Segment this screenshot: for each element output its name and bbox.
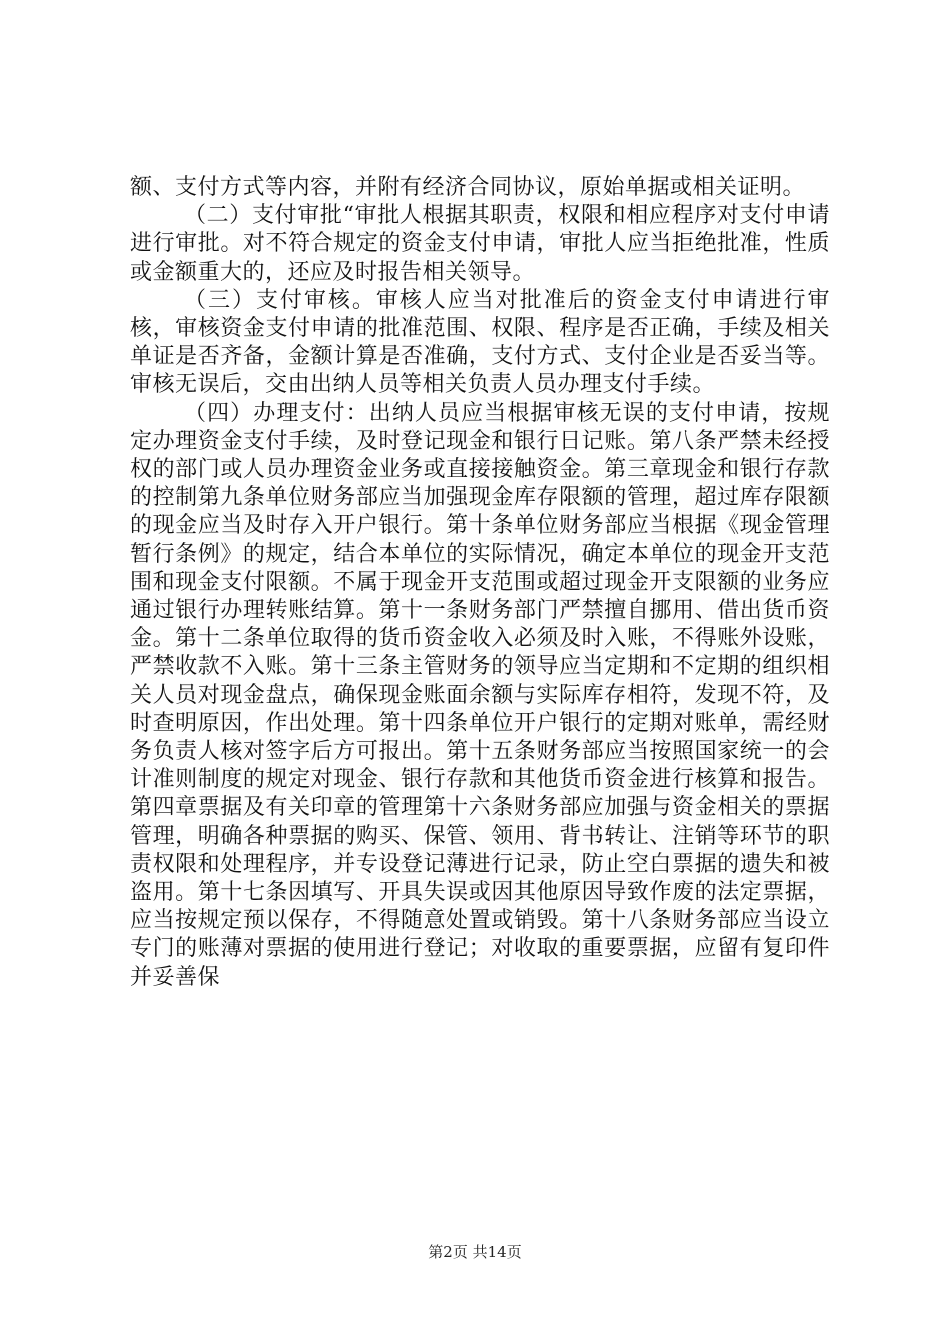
page-number-footer: 第2页 共14页 (428, 1243, 522, 1261)
paragraph-payment-approval: （二）支付审批“审批人根据其职责，权限和相应程序对支付申请进行审批。对不符合规定的资金支付申请，审批人应当拒绝批准，性质或金额重大的，还应及时报告相关领导。 (130, 203, 830, 285)
document-body (130, 174, 830, 992)
paragraph-payment-processing: （四）办理支付：出纳人员应当根据审核无误的支付申请，按规定办理资金支付手续，及时登记现金和银行日记账。第八条严禁未经授权的部门或人员办理资金业务或直接接触资金。第三章现金和银行存款的控制第九条单位财务部应当加强现金库存限额的管理，超过库存限额的现金应当及时存入开户银行。第十条单位财务部应当根据《现金管理暂行条例》的规定，结合本单位的实际情况，确定本单位的现金开支范围和现金支付限额。不属于现金开支范围或超过现金开支限额的业务应通过银行办理转账结算。第十一条财务部门严禁擅自挪用、借出货币资金。第十二条单位取得的货币资金收入必须及时入账，不得账外设账，严禁收款不入账。第十三条主管财务的领导应当定期和不定期的组织相关人员对现金盘点，确保现金账面余额与实际库存相符，发现不符，及时查明原因，作出处理。第十四条单位开户银行的定期对账单，需经财务负责人核对签字后方可报出。第十五条财务部应当按照国家统一的会计准则制度的规定对现金、银行存款和其他货币资金进行核算和报告。第四章票据及有关印章的管理第十六条财务部应加强与资金相关的票据管理，明确各种票据的购买、保管、领用、背书转让、注销等环节的职责权限和处理程序，并专设登记薄进行记录，防止空白票据的遗失和被盗用。第十七条因填写、开具失误或因其他原因导致作废的法定票据，应当按规定预以保存，不得随意处置或销毁。第十八条财务部应当设立专门的账薄对票据的使用进行登记；对收取的重要票据，应留有复印件并妥善保 (130, 400, 830, 990)
paragraph-payment-review: （三）支付审核。审核人应当对批准后的资金支付申请进行审核，审核资金支付申请的批准范围、权限、程序是否正确，手续及相关单证是否齐备，金额计算是否准确，支付方式、支付企业是否妥当等。审核无误后，交由出纳人员等相关负责人员办理支付手续。 (130, 287, 830, 398)
paragraph-continuation: 额、支付方式等内容，并附有经济合同协议，原始单据或相关证明。 (130, 175, 806, 200)
